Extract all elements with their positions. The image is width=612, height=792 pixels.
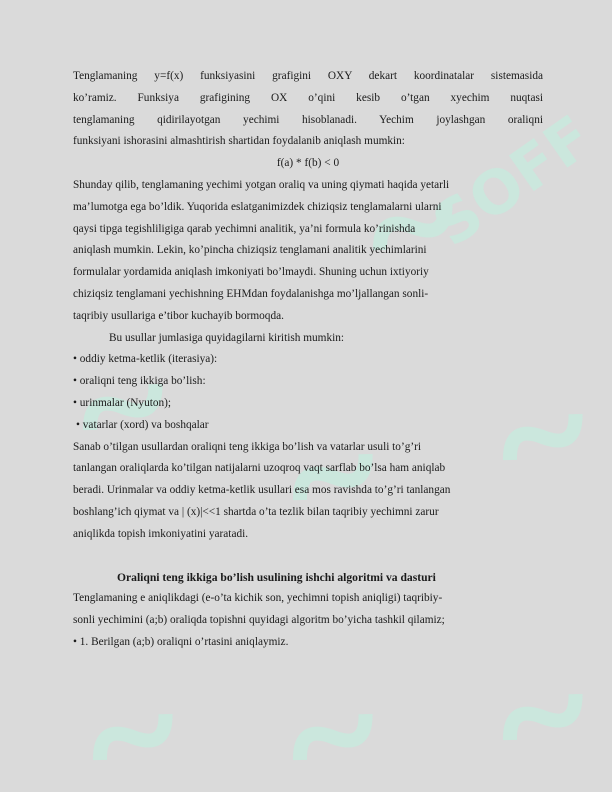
text-line: taqribiy usullariga e’tibor kuchayib bormoqda. (73, 309, 284, 322)
text-line: sonli yechimini (a;b) oraliqda topishni quyidagi algoritm bo’yicha tashkil qilamiz; (73, 614, 445, 627)
text-line: formulalar yordamida aniqlash imkoniyati bo’lmaydi. Shuning uchun ixtiyoriy (73, 266, 429, 279)
methods-list (73, 349, 543, 436)
text-line: aniqlash mumkin. Lekin, ko’pincha chiziqsiz tenglamani analitik yechimlarini (73, 244, 427, 257)
formula: f(a) * f(b) < 0 (276, 157, 340, 170)
list-item: • oddiy ketma-ketlik (iterasiya): (73, 353, 218, 366)
paragraph-algorithm (73, 588, 543, 632)
text-line: boshlang’ich qiymat va | (x)|<<1 shartda o’ta tezlik bilan taqribiy yechimni zarur (73, 505, 439, 518)
section-heading: Oraliqni teng ikkiga bo’lish usulining ishchi algoritmi va dasturi (117, 570, 436, 584)
paragraph-methods-intro (73, 175, 543, 328)
paragraph-list-intro: Bu usullar jumlasiga quyidagilarni kiritish mumkin: (109, 331, 345, 344)
text-line: funksiyani ishorasini almashtirish shartidan foydalanib aniqlash mumkin: (73, 135, 405, 148)
text-line: tenglamaning qidirilayotgan yechimi hisoblanadi. Yechim joylashgan oraliqni (73, 113, 543, 126)
text-line: beradi. Urinmalar va oddiy ketma-ketlik usullari esa mos ravishda to’g’ri tanlangan (73, 484, 451, 497)
text-line: Shunday qilib, tenglamaning yechimi yotgan oraliq va uning qiymati haqida yetarli (73, 178, 450, 191)
list-item: • oraliqni teng ikkiga bo’lish: (73, 375, 206, 388)
text-line: Sanab o’tilgan usullardan oraliqni teng ikkiga bo’lish va vatarlar usuli to’g’ri (73, 440, 422, 453)
paragraph-comparison (73, 437, 543, 546)
text-line: ma’lumotga ega bo’ldik. Yuqorida eslatganimizdek chiziqsiz tenglamalarni ularni (73, 200, 442, 213)
text-line: tanlangan oraliqlarda ko’tilgan natijalarni uzoqroq vaqt sarflab bo’lsa ham aniqlab (73, 462, 446, 475)
watermark-text: SOFF (420, 102, 606, 261)
paragraph-intro (73, 66, 543, 153)
algorithm-step: • 1. Berilgan (a;b) oraliqni o’rtasini aniqlaymiz. (73, 635, 289, 648)
list-item: • vatarlar (xord) va boshqalar (76, 418, 209, 431)
text-line: aniqlikda topish imkoniyatini yaratadi. (73, 527, 249, 540)
document-body (73, 66, 543, 654)
text-line: ko’ramiz. Funksiya grafigining OX o’qini kesib o’tgan xyechim nuqtasi (73, 91, 543, 104)
text-line: Tenglamaning y=f(x) funksiyasini grafigini OXY dekart koordinatalar sistemasida (73, 70, 543, 82)
list-item: • urinmalar (Nyuton); (73, 396, 172, 409)
text-line: qaysi tipga tegishliligiga qarab yechimni analitik, ya’ni formula ko’rinishda (73, 222, 416, 235)
text-line: chiziqsiz tenglamani yechishning EHMdan foydalanishga mo’ljallangan sonli- (73, 287, 429, 300)
text-line: Tenglamaning e aniqlikdagi (e-o’ta kichik son, yechimni topish aniqligi) taqribiy- (73, 592, 443, 605)
